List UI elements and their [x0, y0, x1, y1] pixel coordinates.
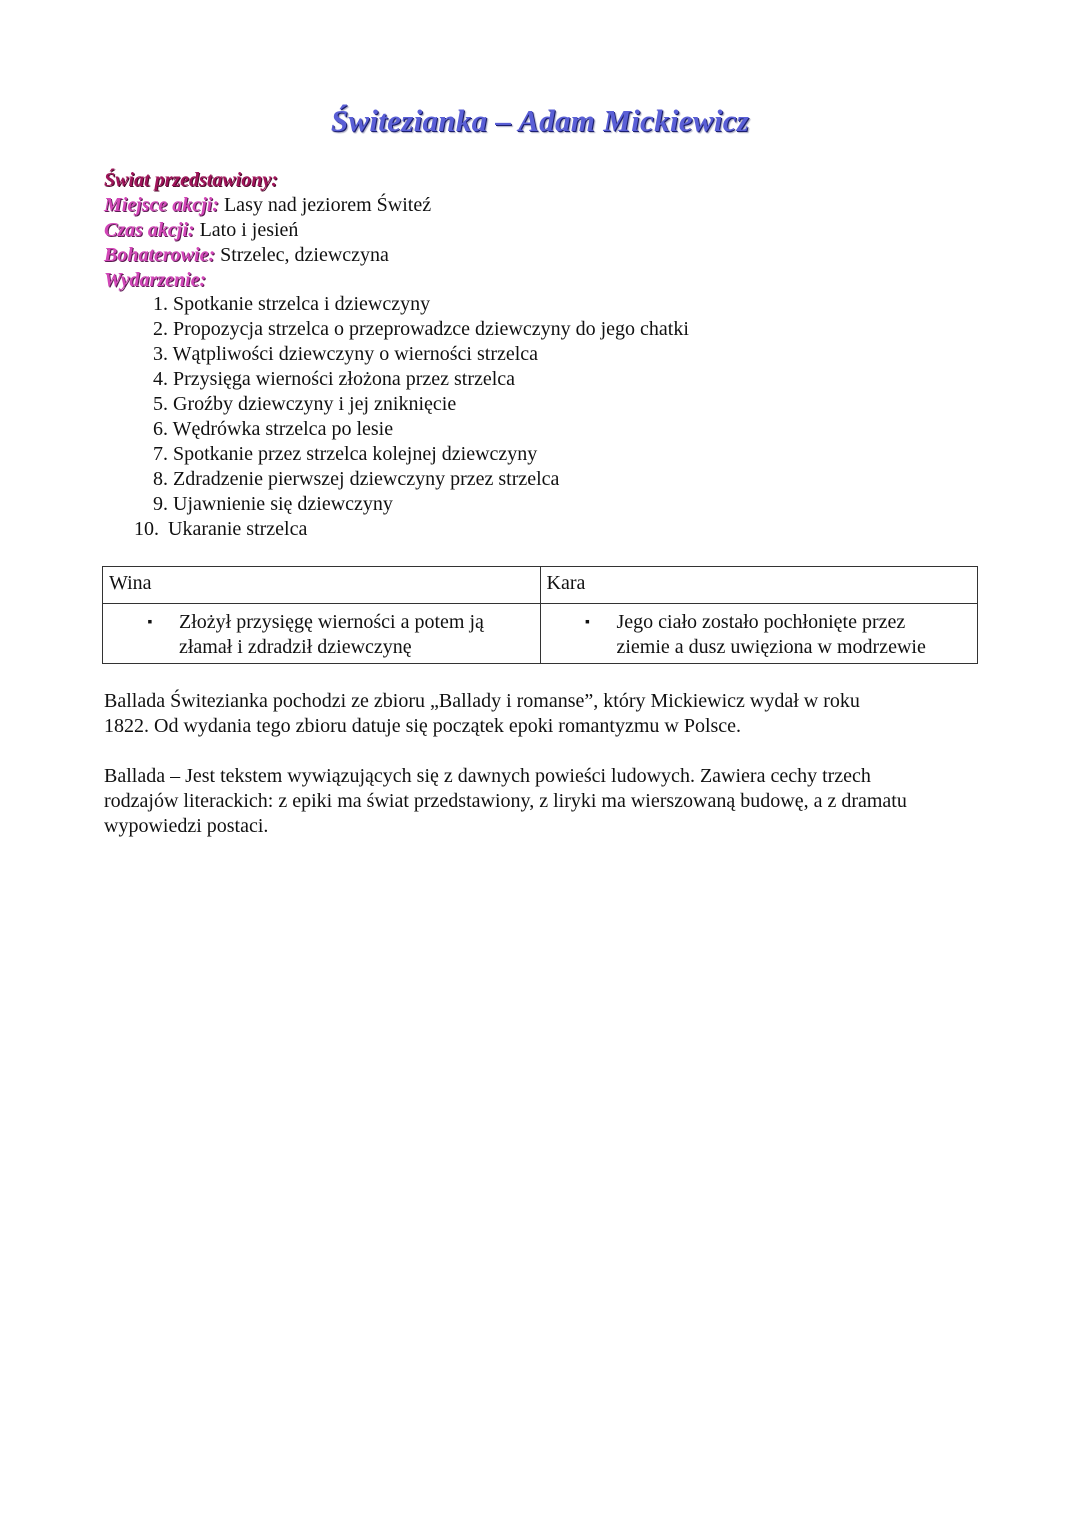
world-heading: Świat przedstawiony: [104, 169, 278, 191]
bullet-text-line: ziemie a dusz uwięziona w modrzewie [616, 636, 926, 658]
events-list [134, 292, 689, 542]
guilt-punishment-table-wrap [102, 566, 978, 664]
list-item [134, 317, 689, 342]
paragraph-line: wypowiedzi postaci. [104, 815, 269, 837]
table-header-guilt: Wina [103, 567, 541, 604]
bullet-item [547, 610, 972, 660]
list-item-number: 5. [153, 393, 168, 415]
bullet-text [179, 610, 534, 660]
world-heading-row [104, 168, 431, 193]
table-cell-punishment [540, 604, 978, 664]
table-header-row [103, 567, 978, 604]
place-label: Miejsce akcji: [104, 194, 219, 216]
list-item [134, 492, 689, 517]
list-item-text: Propozycja strzelca o przeprowadzce dziewczyny do jego chatki [173, 318, 689, 340]
list-item [134, 467, 689, 492]
list-item-number: 6. [153, 418, 168, 440]
paragraph-line: Ballada – Jest tekstem wywiązujących się z dawnych powieści ludowych. Zawiera cechy trzech [104, 765, 871, 787]
paragraph-line: Ballada Świtezianka pochodzi ze zbioru „Ballady i romanse”, który Mickiewicz wydał w roku [104, 690, 860, 712]
paragraph-line: rodzajów literackich: z epiki ma świat przedstawiony, z liryki ma wierszowaną budowę, a z dramatu [104, 790, 907, 812]
list-item-number: 3. [153, 343, 168, 365]
bullet-icon: ▪ [585, 615, 590, 630]
list-item [134, 392, 689, 417]
list-item-number: 4. [153, 368, 168, 390]
list-item-number: 9. [153, 493, 168, 515]
list-item-text: Spotkanie strzelca i dziewczyny [173, 293, 431, 315]
bullet-icon: ▪ [147, 615, 153, 630]
table-header-punishment: Kara [540, 567, 978, 604]
place-value: Lasy nad jeziorem Świteź [218, 194, 432, 216]
paragraph-origin [104, 689, 984, 739]
bullet-text-line: Jego ciało zostało pochłonięte przez [616, 611, 906, 633]
place-row [104, 193, 431, 218]
list-item-number: 8. [153, 468, 168, 490]
time-row [104, 218, 431, 243]
bullet-item [109, 610, 534, 660]
guilt-punishment-table [102, 566, 978, 664]
time-value: Lato i jesień [194, 219, 299, 241]
list-item-number: 7. [153, 443, 168, 465]
list-item-text: Wędrówka strzelca po lesie [172, 418, 394, 440]
list-item-number: 10. [134, 518, 159, 540]
list-item-number: 1. [153, 293, 168, 315]
heroes-row [104, 243, 431, 268]
paragraph-definition [104, 764, 984, 839]
paragraph-line: 1822. Od wydania tego zbioru datuje się początek epoki romantyzmu w Polsce. [104, 715, 742, 737]
list-item-text: Ukaranie strzelca [168, 518, 308, 540]
list-item-text: Spotkanie przez strzelca kolejnej dziewczyny [173, 443, 538, 465]
table-row [103, 604, 978, 664]
list-item [134, 367, 689, 392]
bullet-text [617, 610, 972, 660]
page-title: Świtezianka – Adam Mickiewicz [330, 103, 750, 138]
list-item-text: Ujawnienie się dziewczyny [173, 493, 393, 515]
list-item [134, 417, 689, 442]
list-item [134, 342, 689, 367]
table-cell-guilt [103, 604, 541, 664]
events-label-row [104, 268, 431, 293]
time-label: Czas akcji: [104, 219, 195, 241]
bullet-text-line: złamał i zdradził dziewczynę [179, 636, 412, 658]
list-item-text: Wątpliwości dziewczyny o wierności strzelca [172, 343, 539, 365]
list-item-text: Zdradzenie pierwszej dziewczyny przez strzelca [173, 468, 560, 490]
list-item-number: 2. [153, 318, 168, 340]
list-item-text: Przysięga wierności złożona przez strzelca [173, 368, 516, 390]
world-section [104, 168, 431, 293]
heroes-value: Strzelec, dziewczyna [215, 244, 389, 266]
list-item-text: Groźby dziewczyny i jej zniknięcie [173, 393, 457, 415]
bullet-text-line: Złożył przysięgę wierności a potem ją [179, 611, 484, 633]
list-item [134, 442, 689, 467]
events-label: Wydarzenie: [104, 269, 207, 291]
list-item [134, 292, 689, 317]
list-item [134, 517, 689, 542]
heroes-label: Bohaterowie: [104, 244, 216, 266]
